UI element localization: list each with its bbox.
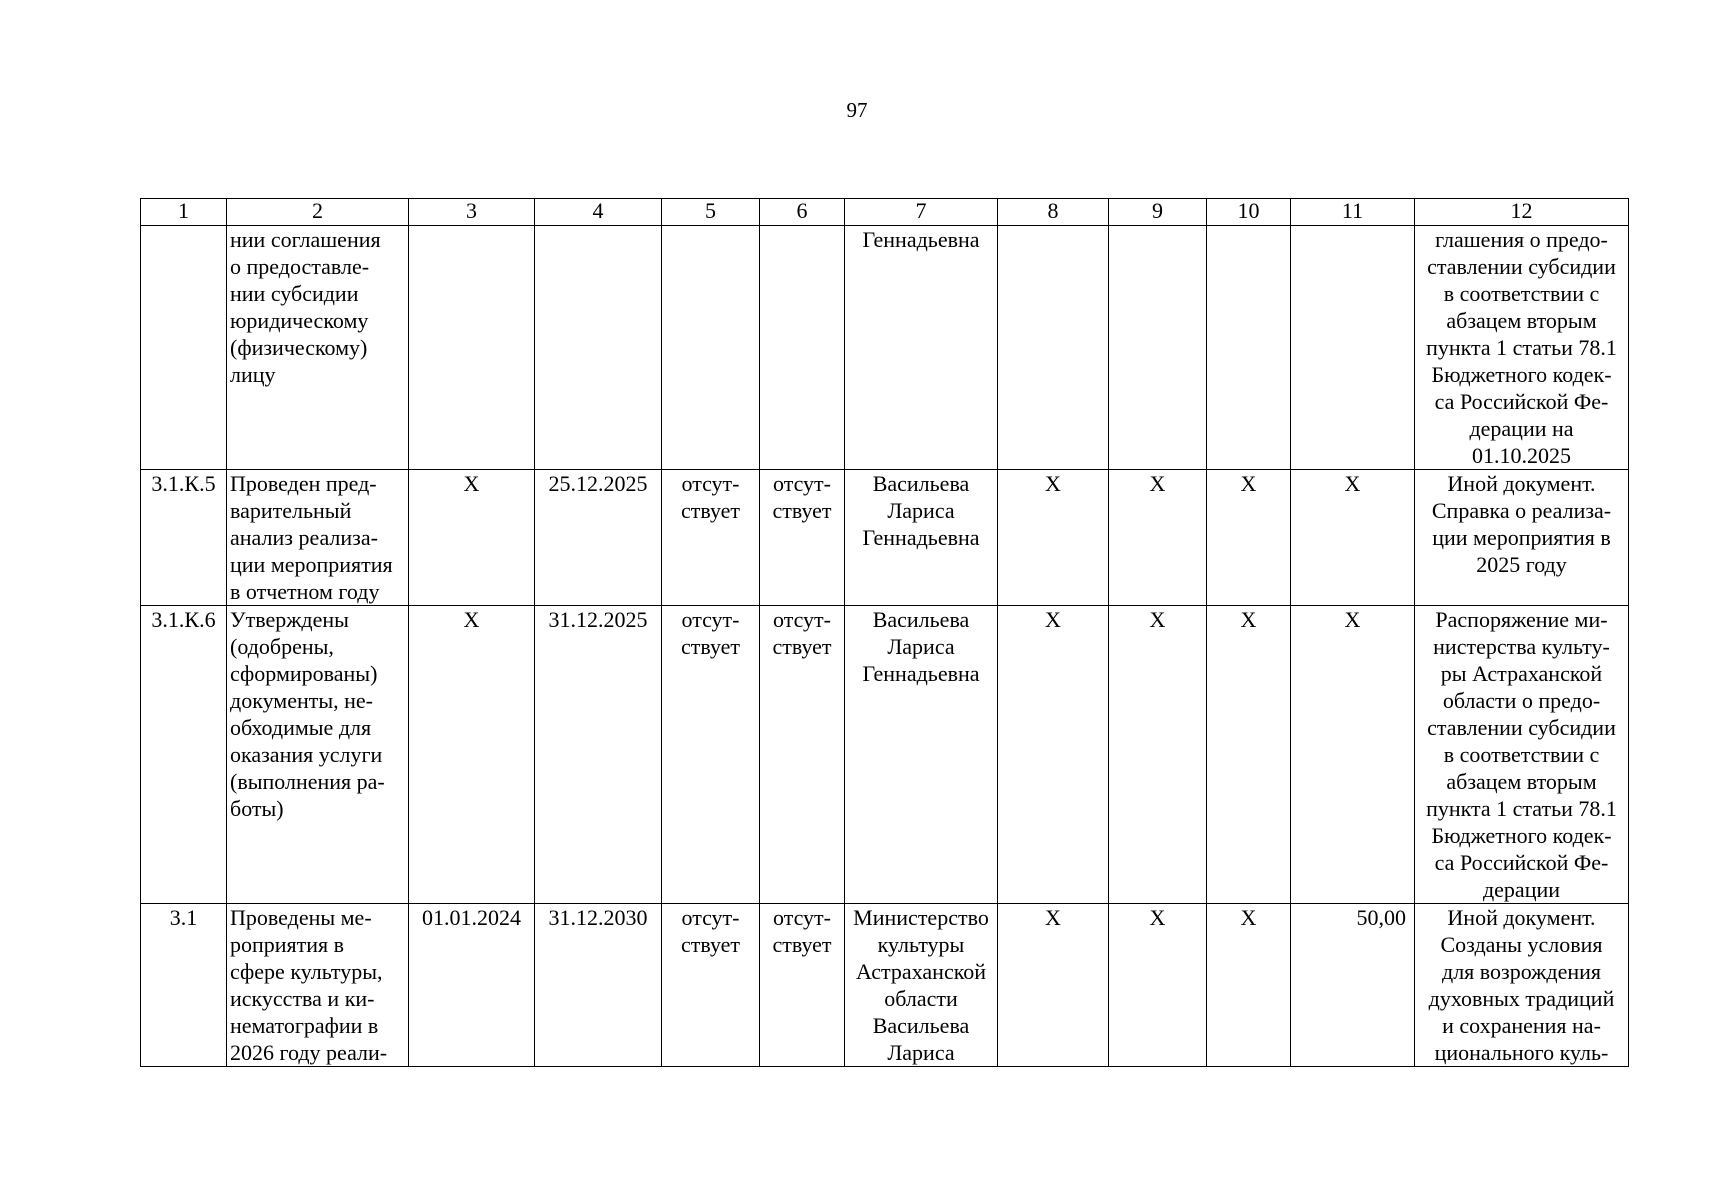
text-line: документы, не- xyxy=(230,688,373,713)
text-line: лицу xyxy=(230,362,276,387)
text-line: ствует xyxy=(772,634,832,659)
header-col-2: 2 xyxy=(227,199,409,226)
text-line: ры Астраханской xyxy=(1440,661,1603,686)
text-line: сформированы) xyxy=(230,661,378,686)
text-line: Геннадьевна xyxy=(862,661,980,686)
text-line: в отчетном году xyxy=(230,579,380,604)
text-line: Проведены ме- xyxy=(230,905,372,930)
cell-number: 3.1.К.6 xyxy=(141,606,227,904)
text-line: варительный xyxy=(230,498,352,523)
text-line: Бюджетного кодек- xyxy=(1431,823,1612,848)
header-col-11: 11 xyxy=(1291,199,1415,226)
text-line: духовных традиций xyxy=(1428,986,1615,1011)
page-number: 97 xyxy=(846,98,868,122)
text-line: роприятия в xyxy=(230,932,345,957)
text-line: са Российской Фе- xyxy=(1434,389,1609,414)
text-line: боты) xyxy=(230,796,284,821)
text-line: нии субсидии xyxy=(230,281,359,306)
text-line: 2026 году реали- xyxy=(230,1040,388,1065)
cell-col-5 xyxy=(662,606,760,904)
text-line: ции мероприятия xyxy=(230,552,393,577)
cell-col-10: X xyxy=(1207,904,1291,1067)
text-line: Васильева xyxy=(872,1013,970,1038)
cell-end-date: 31.12.2030 xyxy=(535,904,662,1067)
text-line: Утверждены xyxy=(230,607,349,632)
text-line: Распоряжение ми- xyxy=(1435,607,1608,632)
text-line: области о предо- xyxy=(1442,688,1601,713)
text-line: оказания услуги xyxy=(230,742,383,767)
text-line: отсут- xyxy=(772,607,831,632)
cell-start-date xyxy=(409,226,535,470)
cell-col-9 xyxy=(1109,226,1207,470)
text-line: Справка о реализа- xyxy=(1431,498,1612,523)
text-line: о предоставле- xyxy=(230,254,370,279)
table-row xyxy=(141,904,1629,1067)
header-col-12: 12 xyxy=(1415,199,1629,226)
text-line: дерации xyxy=(1482,877,1561,902)
text-line: отсут- xyxy=(681,905,740,930)
cell-col-5 xyxy=(662,904,760,1067)
text-line: 2025 году xyxy=(1476,552,1567,577)
text-line: области xyxy=(884,986,958,1011)
cell-col-9: X xyxy=(1109,606,1207,904)
cell-document xyxy=(1415,606,1629,904)
text-line: культуры xyxy=(877,932,965,957)
cell-start-date: X xyxy=(409,606,535,904)
plan-table xyxy=(140,198,1629,1067)
table-row xyxy=(141,470,1629,606)
table-row xyxy=(141,226,1629,470)
text-line: абзацем вторым xyxy=(1446,769,1597,794)
cell-end-date: 25.12.2025 xyxy=(535,470,662,606)
text-line: Лариса xyxy=(887,498,955,523)
cell-col-6 xyxy=(760,470,845,606)
text-line: ствует xyxy=(680,634,741,659)
text-line: Васильева xyxy=(872,607,970,632)
table-row xyxy=(141,606,1629,904)
cell-description xyxy=(227,904,409,1067)
cell-col-11: 50,00 xyxy=(1291,904,1415,1067)
header-col-4: 4 xyxy=(535,199,662,226)
cell-end-date: 31.12.2025 xyxy=(535,606,662,904)
cell-col-9: X xyxy=(1109,904,1207,1067)
header-col-5: 5 xyxy=(662,199,760,226)
text-line: (выполнения ра- xyxy=(230,769,385,794)
text-line: дерации на xyxy=(1469,416,1574,441)
text-line: анализ реализа- xyxy=(230,525,378,550)
text-line: Бюджетного кодек- xyxy=(1431,362,1612,387)
cell-col-8: X xyxy=(998,470,1109,606)
cell-col-6 xyxy=(760,904,845,1067)
text-line: сфере культуры, xyxy=(230,959,383,984)
cell-description xyxy=(227,470,409,606)
cell-number: 3.1.К.5 xyxy=(141,470,227,606)
cell-document xyxy=(1415,904,1629,1067)
text-line: 01.10.2025 xyxy=(1472,443,1571,468)
text-line: пункта 1 статьи 78.1 xyxy=(1426,796,1617,821)
cell-col-11: X xyxy=(1291,470,1415,606)
text-line: абзацем вторым xyxy=(1446,308,1597,333)
text-line: ционального куль- xyxy=(1434,1040,1609,1065)
text-line: пункта 1 статьи 78.1 xyxy=(1426,335,1617,360)
cell-col-11: X xyxy=(1291,606,1415,904)
header-col-1: 1 xyxy=(141,199,227,226)
column-number-header xyxy=(141,199,1629,226)
text-line: Астраханской xyxy=(855,959,987,984)
text-line: Васильева xyxy=(872,471,970,496)
cell-description xyxy=(227,226,409,470)
text-line: для возрождения xyxy=(1442,959,1601,984)
header-col-6: 6 xyxy=(760,199,845,226)
text-line: глашения о предо- xyxy=(1435,227,1608,252)
text-line: ции мероприятия в xyxy=(1432,525,1611,550)
cell-col-6 xyxy=(760,606,845,904)
text-line: искусства и ки- xyxy=(230,986,375,1011)
text-line: обходимые для xyxy=(230,715,372,740)
cell-col-5 xyxy=(662,226,760,470)
header-col-3: 3 xyxy=(409,199,535,226)
text-line: Лариса xyxy=(887,1040,955,1065)
text-line: ствует xyxy=(680,932,741,957)
header-col-7: 7 xyxy=(845,199,998,226)
cell-col-10: X xyxy=(1207,606,1291,904)
text-line: отсут- xyxy=(772,471,831,496)
text-line: ствует xyxy=(772,498,832,523)
text-line: юридическому xyxy=(230,308,369,333)
cell-number xyxy=(141,226,227,470)
text-line: (физическому) xyxy=(230,335,368,360)
text-line: нистерства культу- xyxy=(1433,634,1610,659)
text-line: Иной документ. xyxy=(1447,471,1596,496)
text-line: в соответствии с xyxy=(1443,281,1600,306)
cell-start-date: 01.01.2024 xyxy=(409,904,535,1067)
cell-responsible xyxy=(845,904,998,1067)
cell-end-date xyxy=(535,226,662,470)
cell-col-8: X xyxy=(998,904,1109,1067)
text-line: Лариса xyxy=(887,634,955,659)
text-line: отсут- xyxy=(681,607,740,632)
table-body xyxy=(141,226,1629,1067)
text-line: и сохранения на- xyxy=(1442,1013,1601,1038)
text-line: ставлении субсидии xyxy=(1427,715,1616,740)
cell-description xyxy=(227,606,409,904)
header-col-9: 9 xyxy=(1109,199,1207,226)
text-line: Проведен пред- xyxy=(230,471,377,496)
text-line: ставлении субсидии xyxy=(1427,254,1616,279)
text-line: ствует xyxy=(772,932,832,957)
cell-col-8 xyxy=(998,226,1109,470)
header-col-8: 8 xyxy=(998,199,1109,226)
text-line: в соответствии с xyxy=(1443,742,1600,767)
text-line: (одобрены, xyxy=(230,634,334,659)
text-line: нии соглашения xyxy=(230,227,381,252)
cell-responsible xyxy=(845,606,998,904)
cell-number: 3.1 xyxy=(141,904,227,1067)
header-row xyxy=(141,199,1629,226)
text-line: ствует xyxy=(680,498,741,523)
text-line: Геннадьевна xyxy=(862,227,980,252)
cell-responsible xyxy=(845,470,998,606)
text-line: са Российской Фе- xyxy=(1434,850,1609,875)
text-line: Министерство xyxy=(853,905,989,930)
cell-col-6 xyxy=(760,226,845,470)
cell-document xyxy=(1415,226,1629,470)
text-line: отсут- xyxy=(772,905,831,930)
cell-start-date: X xyxy=(409,470,535,606)
cell-col-11 xyxy=(1291,226,1415,470)
cell-responsible xyxy=(845,226,998,470)
text-line: отсут- xyxy=(681,471,740,496)
cell-col-10: X xyxy=(1207,470,1291,606)
cell-document xyxy=(1415,470,1629,606)
text-line: Созданы условия xyxy=(1440,932,1603,957)
cell-col-5 xyxy=(662,470,760,606)
text-line: Геннадьевна xyxy=(862,525,980,550)
header-col-10: 10 xyxy=(1207,199,1291,226)
cell-col-8: X xyxy=(998,606,1109,904)
text-line: нематографии в xyxy=(230,1013,379,1038)
text-line: Иной документ. xyxy=(1447,905,1596,930)
cell-col-9: X xyxy=(1109,470,1207,606)
cell-col-10 xyxy=(1207,226,1291,470)
